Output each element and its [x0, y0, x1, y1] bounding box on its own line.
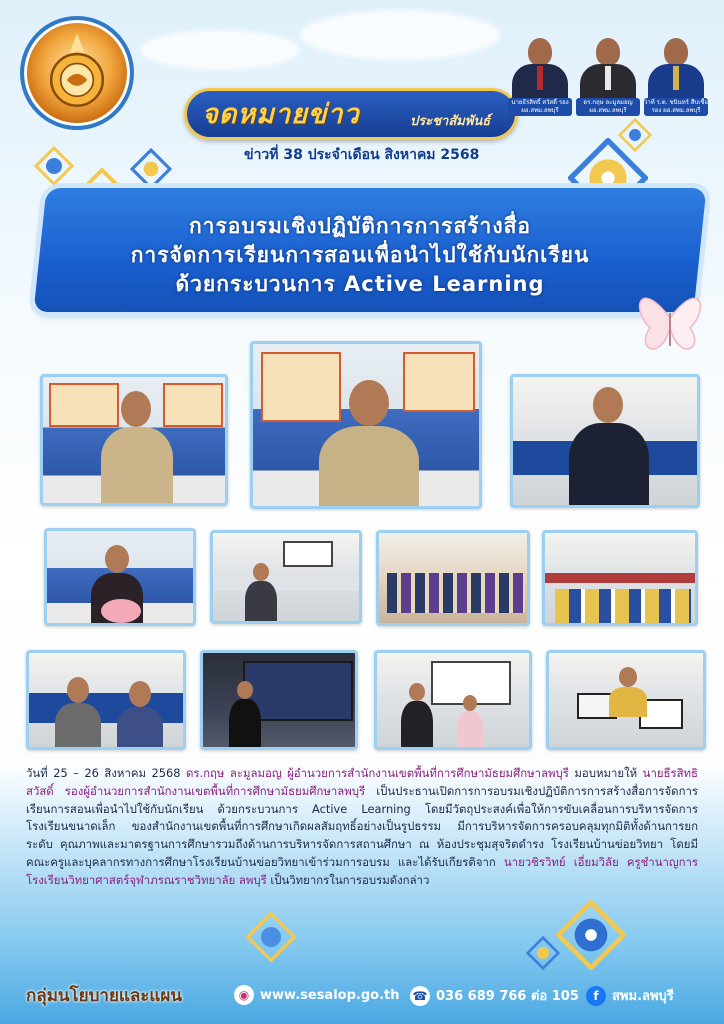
headline [60, 212, 660, 299]
executive-portrait [644, 30, 708, 116]
flower-decoration [618, 118, 652, 152]
article-body [26, 765, 698, 890]
photo-laptop-session [546, 650, 706, 750]
masthead-subtitle: ประชาสัมพันธ์ [410, 114, 491, 129]
flower-decoration [246, 912, 296, 962]
photo-deputy-director [40, 374, 228, 506]
speaker-name: นายวชิรวิทย์ เอี่ยมวิลัย ครูชำนาญการ โรงเรียนวิทยาศาสตร์จุฬาภรณราชวิทยาลัย ลพบุรี [26, 854, 698, 887]
website-text: www.sesalop.go.th [260, 987, 400, 1003]
emblem-icon [34, 30, 120, 116]
executive-portrait [508, 30, 572, 116]
cloud-decoration [140, 30, 300, 70]
facebook-icon: f [586, 986, 606, 1006]
executive-caption: ดร.กฤษ ละมูลมอญ ผอ.สพม.ลพบุรี [576, 98, 640, 116]
photo-participant-speaking [44, 528, 196, 626]
executive-portraits [508, 30, 708, 118]
executive-caption: ว่าที่ ร.ต. ชนินทร์ สืบเชื้อ รอง ผอ.สพม.ลพบุรี [644, 99, 708, 114]
photo-director [250, 341, 482, 509]
headline-line-1: การอบรมเชิงปฏิบัติการการสร้างสื่อ [188, 214, 532, 238]
article-text: มอบหมายให้ [568, 766, 643, 780]
photo-meeting-room [210, 530, 362, 624]
headline-line-2: การจัดการเรียนการสอนเพื่อนำไปใช้กับนักเรียน [130, 243, 590, 267]
masthead-title: จดหมายข่าว [202, 99, 360, 130]
newsletter-masthead [184, 88, 518, 174]
flower-decoration [556, 900, 626, 970]
butterfly-decoration [630, 268, 710, 368]
department-name: กลุ่มนโยบายและแผน [26, 986, 182, 1006]
photo-group [376, 530, 530, 626]
facebook-link[interactable] [586, 985, 674, 1006]
photo-two-teachers [26, 650, 186, 750]
article-text: เป็นประธานเปิดการการอบรมเชิงปฏิบัติการการสร้างสื่อการจัดการเรียนการสอนเพื่อนำไปใช้กับนักเรียน ด้วยกระบวนการ Active Learning โดยมีวัตถุประสงค์เพื่อให้การขับเคลื่อนการบริหารจัดการโรงเรียนขนาดเล็ก ของสำนักงานเขตพื้นที่การศึกษาเกิดผลสัมฤทธิ์อย่างเป็นรูปธรรม มีการบริหารจัดการครอบคลุมทุกมิติทั้งด้านการยกระดับ คุณภาพและมาตรฐานการศึกษารวมถึงด้านการบริหารจัดการสถานศึกษา ณ ห้องประชุมสุจริตดำรง โรงเรียนบ้านข่อยวิทยา โดยมีคณะครูและบุคลากรทางการศึกษาโรงเรียนบ้านข่อยวิทยาเข้าร่วมการอบรม และได้รับเกียรติจาก [26, 783, 698, 869]
headline-line-3: ด้วยกระบวนการ Active Learning [175, 272, 545, 296]
flower-decoration [130, 148, 172, 190]
deputy-name: นายธีรสิทธิ สวัสดิ์ รองผู้อำนวยการสำนักงานเขตพื้นที่การศึกษามัธยมศึกษาลพบุรี [26, 766, 698, 798]
phone-text: 036 689 766 ต่อ 105 [436, 989, 579, 1004]
photo-trainer-talk [374, 650, 532, 750]
photo-student [510, 374, 700, 508]
executive-portrait [576, 30, 640, 116]
website-link[interactable] [234, 985, 399, 1005]
globe-icon: ◉ [234, 985, 254, 1005]
article-date: วันที่ 25 – 26 สิงหาคม 2568 [26, 766, 186, 780]
photo-workshop-room [542, 530, 698, 626]
flower-decoration [526, 936, 560, 970]
issue-line: ข่าวที่ 38 ประจำเดือน สิงหาคม 2568 [244, 147, 480, 163]
executive-caption: นายธีรสิทธิ์ สวัสดิ์ รอง ผอ.สพม.ลพบุรี [508, 98, 572, 116]
director-name: ดร.กฤษ ละมูลมอญ ผู้อำนวยการสำนักงานเขตพื้นที่การศึกษามัธยมศึกษาลพบุรี [185, 766, 569, 780]
flower-decoration [34, 146, 74, 186]
phone-icon: ☎ [410, 986, 430, 1006]
phone-contact[interactable] [410, 985, 579, 1006]
obec-logo [20, 16, 134, 130]
facebook-text: สพม.ลพบุรี [612, 989, 674, 1004]
article-text: เป็นวิทยากรในการอบรมดังกล่าว [266, 872, 430, 887]
photo-speaker-presentation [200, 650, 358, 750]
cloud-decoration [300, 10, 500, 60]
